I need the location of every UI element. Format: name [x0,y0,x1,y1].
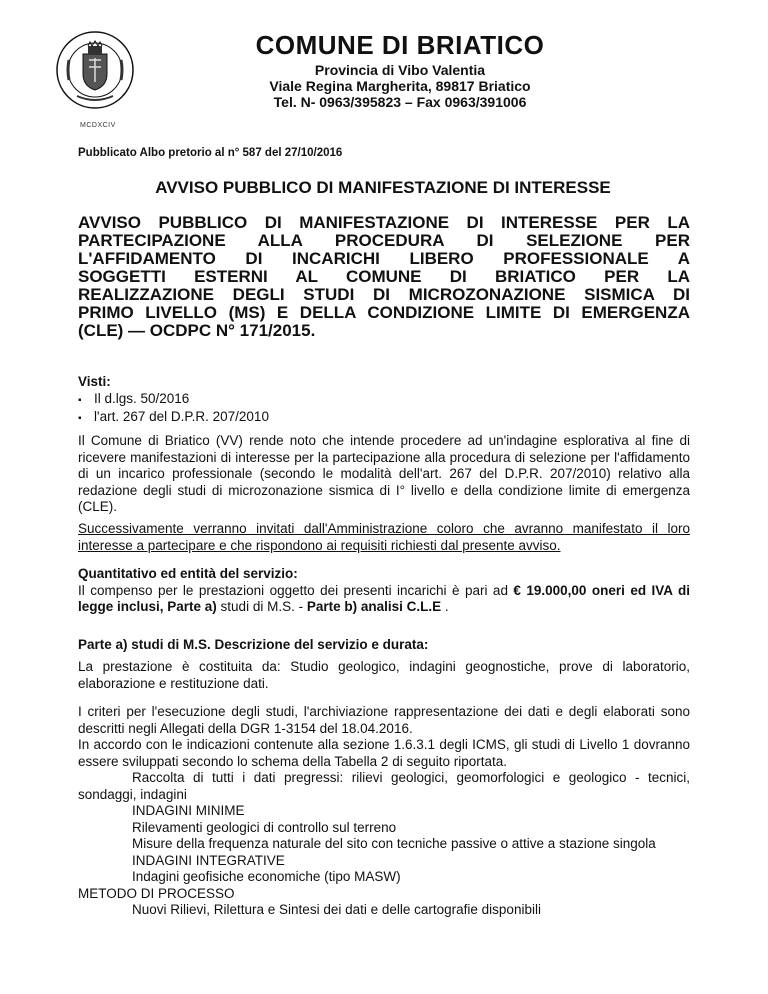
quantity-text-1: Il compenso per le prestazioni oggetto dei presenti incarichi è pari ad [78,582,514,598]
subject-line: REALIZZAZIONE DEGLI STUDI DI MICROZONAZIONE SISMICA DI [78,285,690,304]
address: Viale Regina Margherita, 89817 Briatico [269,78,531,94]
rilevamenti: Rilevamenti geologici di controllo sul terreno [132,819,397,835]
quantity-text-3: . [441,599,449,614]
subject-line: PARTECIPAZIONE ALLA PROCEDURA DI SELEZIONE PER [78,231,690,250]
amount: € 19.000,00 oneri ed IVA di legge inclusi, Parte a) [78,582,690,614]
metodo-processo: METODO DI PROCESSO [78,885,235,901]
municipal-crest-logo [55,30,135,110]
criteria-2: In accordo con le indicazioni contenute alla sezione 1.6.3.1 degli ICMS, gli studi di Livello 1 dovranno essere sviluppati secondo lo schema della Tabella 2 di seguito riportata. [78,737,690,769]
visti-section [78,374,690,428]
publication-notice: Pubblicato Albo pretorio al n° 587 del 27/10/2016 [78,147,343,159]
part-a-heading: Parte a) studi di M.S. Descrizione del servizio e durata: [78,637,429,652]
list-item: ▪ Il d.lgs. 50/2016 [94,391,690,410]
indagini-geofisiche: Indagini geofisiche economiche (tipo MASW) [132,869,401,884]
subject-line: PRIMO LIVELLO (MS) E DELLA CONDIZIONE LIMITE DI EMERGENZA [78,303,690,322]
quantity-heading: Quantitativo ed entità del servizio: [78,566,298,581]
province: Provincia di Vibo Valentia [314,62,486,78]
quantity-section [78,566,690,616]
part-b-label: Parte b) analisi C.L.E [306,599,442,614]
list-item: ▪ l'art. 267 del D.P.R. 207/2010 [94,409,690,428]
raccolta-text: Raccolta di tutti i dati pregressi: rilievi geologici, geomorfologici e geologico - tecnici, sondaggi, indagini [78,770,690,802]
subject-line: (CLE) — OCDPC N° 171/2015. [78,321,316,340]
crest-year: MCDXCIV [80,122,116,129]
indagini-integrative: INDAGINI INTEGRATIVE [132,852,285,868]
subject-line: L'AFFIDAMENTO DI INCARICHI LIBERO PROFESSIONALE A [78,249,690,268]
town-name: COMUNE DI BRIATICO [255,30,545,60]
invite-paragraph: Successivamente verranno invitati dall'Amministrazione coloro che avranno manifestato il loro interesse a partecipare e che rispondono ai requisiti richiesti dal presente avviso. [78,521,690,553]
quantity-text-2: studi di M.S. - [216,599,307,614]
visti-heading: Visti: [78,374,111,389]
nuovi-rilievi: Nuovi Rilievi, Rilettura e Sintesi dei dati e delle cartografie disponibili [132,902,541,917]
part-a-description: La prestazione è costituita da: Studio geologico, indagini geognostiche, prove di laboratorio, elaborazione e restituzione dati. [78,659,690,691]
criteria-1: I criteri per l'esecuzione degli studi, l'archiviazione rappresentazione dei dati e degli elaborati sono descritti negli Allegati della DGR 1-3154 del 18.04.2016. [78,704,690,736]
subject-line: SOGGETTI ESTERNI AL COMUNE DI BRIATICO PER LA [78,267,690,286]
criteria-paragraph [78,704,690,919]
main-title: AVVISO PUBBLICO DI MANIFESTAZIONE DI INTERESSE [155,178,611,197]
contacts: Tel. N- 0963/395823 – Fax 0963/391006 [273,94,527,110]
intro-paragraph: Il Comune di Briatico (VV) rende noto che intende procedere ad un'indagine esplorativa al fine di ricevere manifestazioni di interesse per la partecipazione alla procedura di selezione per l'affidamento di un incarico professionale (secondo le modalità dell'art. 267 del D.P.R. 207/2010) relativo alla redazione degli studi di microzonazione sismica di I° livello e della condizione limite di emergenza (CLE). [78,433,690,514]
misure: Misure della frequenza naturale del sito con tecniche passive o attive a stazione singola [132,836,656,851]
subject-line: AVVISO PUBBLICO DI MANIFESTAZIONE DI INTERESSE PER LA [78,213,690,232]
quantity-text [78,583,690,616]
visti-list [78,391,690,428]
indagini-minime: INDAGINI MINIME [132,803,245,818]
subject-block [78,214,690,340]
